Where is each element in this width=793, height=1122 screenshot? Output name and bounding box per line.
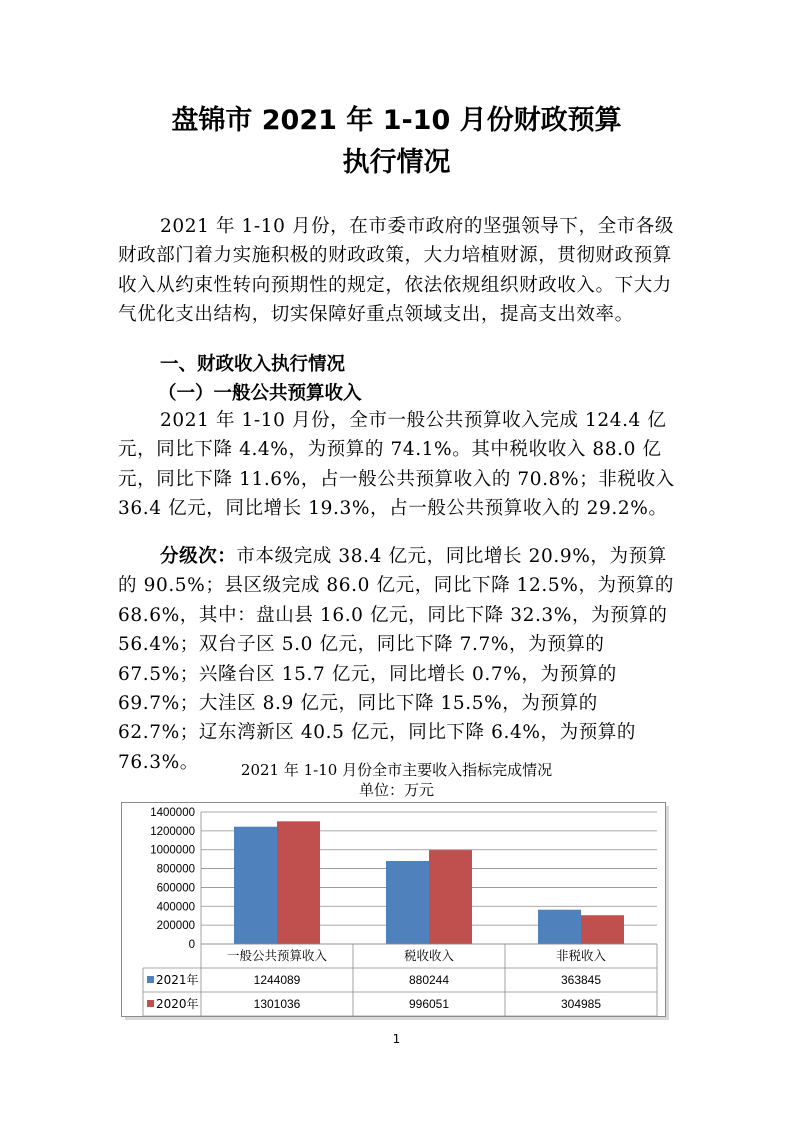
revenue-paragraph: 2021 年 1-10 月份，全市一般公共预算收入完成 124.4 亿元，同比下降 4.4%，为预算的 74.1%。其中税收收入 88.0 亿元，同比下降 11.6%，占一般公共预算收入的 70.8%；非税收入 36.4 亿元，同比增长 19.3%，占一般公共预算收入的 29.2%。 (118, 410, 675, 520)
data-value-label: 1301036 (253, 997, 301, 1011)
chart-unit: 单位：万元 (358, 781, 434, 799)
bar-2021 (234, 827, 277, 944)
y-tick-label: 1200000 (150, 825, 195, 838)
chart-title: 2021 年 1-10 月份全市主要收入指标完成情况 (240, 761, 553, 779)
x-category-label: 税收收入 (403, 948, 455, 963)
bar-2021 (538, 910, 581, 944)
bar-2020 (581, 915, 624, 944)
bar-2020 (277, 821, 320, 944)
level-lead: 分级次： (160, 546, 237, 567)
y-tick-label: 1000000 (150, 844, 195, 857)
y-tick-label: 600000 (156, 882, 195, 895)
doc-title-line1: 盘锦市 2021 年 1-10 月份财政预算 (171, 105, 622, 136)
section-heading-2: （一）一般公共预算收入 (158, 383, 362, 404)
page-number: 1 (392, 1032, 401, 1046)
y-tick-label: 0 (188, 939, 195, 951)
data-value-label: 1244089 (253, 973, 301, 987)
bar-2020 (429, 850, 472, 944)
legend-label: 2021年 (156, 973, 199, 987)
section-heading-1: 一、财政收入执行情况 (160, 354, 346, 375)
legend-label: 2020年 (156, 997, 199, 1011)
data-value-label: 880244 (408, 973, 450, 987)
y-tick-label: 200000 (156, 920, 195, 933)
revenue-chart (121, 802, 671, 1022)
legend-swatch (147, 976, 154, 983)
y-tick-label: 400000 (156, 901, 195, 914)
level-paragraph (118, 542, 678, 777)
y-tick-label: 800000 (156, 863, 195, 876)
doc-title-line2: 执行情况 (342, 147, 451, 178)
y-tick-label: 1400000 (150, 807, 195, 819)
bar-2021 (386, 861, 429, 944)
level-body: 市本级完成 38.4 亿元，同比增长 20.9%，为预算的 90.5%；县区级完成 86.0 亿元，同比下降 12.5%，为预算的 68.6%，其中：盘山县 16.0 亿元，同比下降 32.3%，为预算的 56.4%；双台子区 5.0 亿元，同比下降 7.7%，为预算的 67.5%；兴隆台区 15.7 亿元，同比增长 0.7%，为预算的 69.7%；大洼区 8.9 亿元，同比下降 15.5%，为预算的 62.7%；辽东湾新区 40.5 亿元，同比下降 6.4%，为预算的 76.3%。 (118, 546, 674, 773)
legend-swatch (147, 1000, 154, 1007)
intro-paragraph: 2021 年 1-10 月份，在市委市政府的坚强领导下，全市各级财政部门着力实施积极的财政政策，大力培植财源，贯彻财政预算收入从约束性转向预期性的规定，依法依规组织财政收入。下大力气优化支出结构，切实保障好重点领域支出，提高支出效率。 (118, 216, 674, 326)
data-value-label: 363845 (560, 973, 602, 987)
data-value-label: 304985 (560, 997, 602, 1011)
x-category-label: 非税收入 (555, 948, 607, 963)
data-value-label: 996051 (408, 997, 450, 1011)
x-category-label: 一般公共预算收入 (226, 948, 328, 963)
